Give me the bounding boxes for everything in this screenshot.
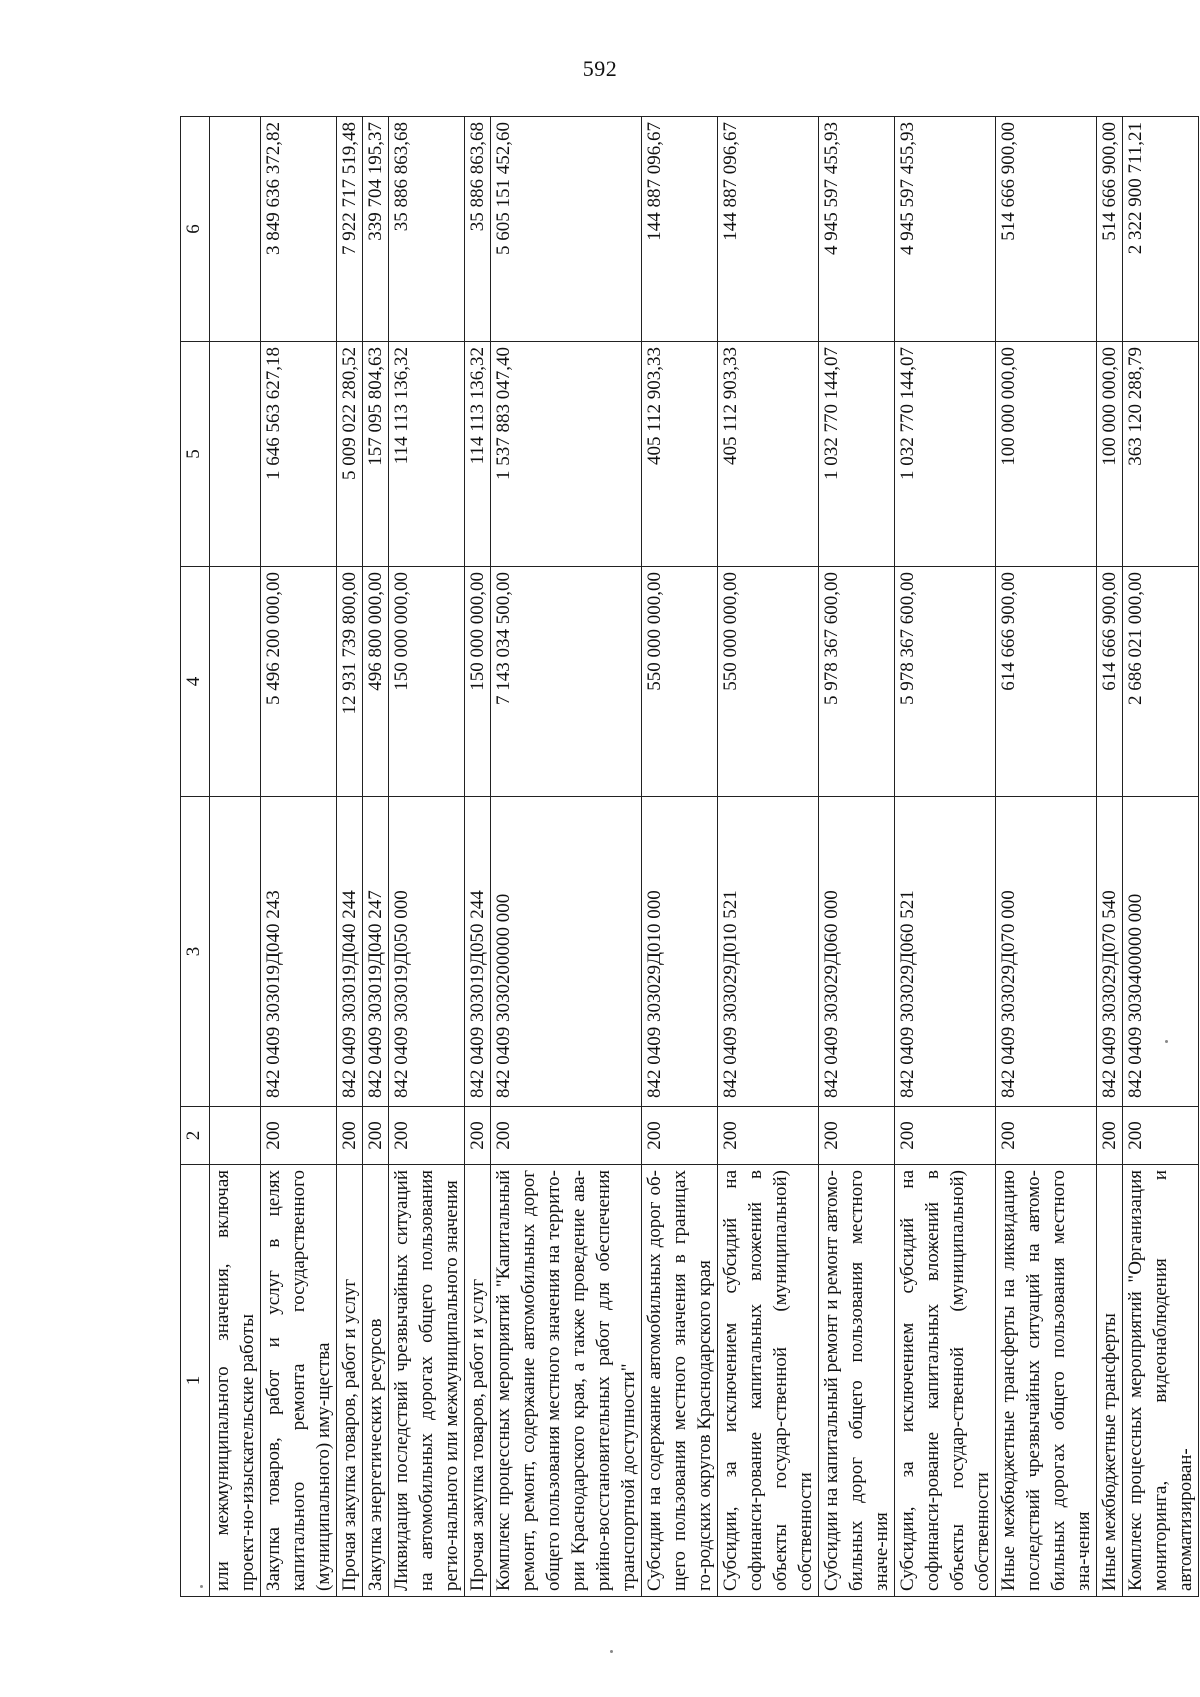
- row-col2: 200: [491, 1107, 642, 1165]
- row-code: 842 0409 3030400000 000: [1123, 797, 1199, 1107]
- page-number: 592: [582, 56, 618, 81]
- row-col2: 200: [465, 1107, 491, 1165]
- table-row: [996, 117, 1097, 1597]
- row-value-4: 5 978 367 600,00: [895, 567, 996, 797]
- row-value-5: 405 112 903,33: [642, 342, 718, 567]
- row-value-6: 514 666 900,00: [996, 117, 1097, 342]
- row-col2: 200: [363, 1107, 389, 1165]
- rotated-table-container: [180, 117, 1196, 1597]
- row-value-5: 114 113 136,32: [465, 342, 491, 567]
- header-col-5: 5: [181, 342, 210, 567]
- row-value-5: 363 120 288,79: [1123, 342, 1199, 567]
- row-name: Ликвидация последствий чрезвычайных ситуаций на автомобильных дорогах общего пользования регио-нального или межмуниципального значения: [389, 1165, 465, 1597]
- header-row: [181, 117, 210, 1597]
- row-value-4: 550 000 000,00: [642, 567, 718, 797]
- row-value-6: 4 945 597 455,93: [819, 117, 895, 342]
- table-row: [642, 117, 718, 1597]
- row-code: 842 0409 303029Д070 000: [996, 797, 1097, 1107]
- row-name: Субсидии, за исключением субсидий на софинанси-рование капитальных вложений в объекты государ-ственной (муниципальной) собственности: [718, 1165, 819, 1597]
- row-name: Прочая закупка товаров, работ и услуг: [465, 1165, 491, 1597]
- row-value-5: 100 000 000,00: [1097, 342, 1123, 567]
- row-code: [210, 797, 261, 1107]
- row-value-4: [210, 567, 261, 797]
- row-value-4: 614 666 900,00: [1097, 567, 1123, 797]
- table-row: [337, 117, 363, 1597]
- table-row: [261, 117, 337, 1597]
- row-code: 842 0409 303019Д040 243: [261, 797, 337, 1107]
- row-name: Прочая закупка товаров, работ и услуг: [337, 1165, 363, 1597]
- row-value-4: 614 666 900,00: [996, 567, 1097, 797]
- table-row: [210, 117, 261, 1597]
- scan-speck: [1165, 1040, 1168, 1043]
- table-row: [363, 117, 389, 1597]
- table-row: [389, 117, 465, 1597]
- row-value-5: 1 032 770 144,07: [819, 342, 895, 567]
- row-value-5: 1 646 563 627,18: [261, 342, 337, 567]
- row-col2: [210, 1107, 261, 1165]
- row-col2: 200: [1097, 1107, 1123, 1165]
- header-col-3: 3: [181, 797, 210, 1107]
- header-col-4: 4: [181, 567, 210, 797]
- row-value-4: 5 978 367 600,00: [819, 567, 895, 797]
- row-name: Субсидии на содержание автомобильных дорог об-щего пользования местного значения в границах го-родских округов Краснодарского края: [642, 1165, 718, 1597]
- row-col2: 200: [642, 1107, 718, 1165]
- row-code: 842 0409 303019Д050 000: [389, 797, 465, 1107]
- row-value-4: 5 496 200 000,00: [261, 567, 337, 797]
- row-value-6: 339 704 195,37: [363, 117, 389, 342]
- row-value-5: 1 032 770 144,07: [895, 342, 996, 567]
- scan-speck: [200, 1585, 203, 1588]
- row-value-5: 5 009 022 280,52: [337, 342, 363, 567]
- row-value-5: 1 537 883 047,40: [491, 342, 642, 567]
- row-value-6: 514 666 900,00: [1097, 117, 1123, 342]
- row-value-4: 7 143 034 500,00: [491, 567, 642, 797]
- row-name: Комплекс процессных мероприятий "Организация мониторинга, видеонаблюдения и автоматизирован-: [1123, 1165, 1199, 1597]
- row-value-6: 3 849 636 372,82: [261, 117, 337, 342]
- table-row: [718, 117, 819, 1597]
- row-name: Комплекс процессных мероприятий "Капитальный ремонт, ремонт, содержание автомобильных дорог общего пользования местного значения на террито-рии Краснодарского края, а также проведение ава-рийно-восстановительных работ для обеспечения транспортной доступности": [491, 1165, 642, 1597]
- table-row: [465, 117, 491, 1597]
- header-col-1: 1: [181, 1165, 210, 1597]
- row-value-5: 405 112 903,33: [718, 342, 819, 567]
- row-value-6: 35 886 863,68: [389, 117, 465, 342]
- row-name: Субсидии, за исключением субсидий на софинанси-рование капитальных вложений в объекты государ-ственной (муниципальной) собственности: [895, 1165, 996, 1597]
- row-col2: 200: [895, 1107, 996, 1165]
- row-value-4: 150 000 000,00: [389, 567, 465, 797]
- row-code: 842 0409 303019Д050 244: [465, 797, 491, 1107]
- budget-table: [180, 116, 1199, 1597]
- row-col2: 200: [996, 1107, 1097, 1165]
- row-value-4: 12 931 739 800,00: [337, 567, 363, 797]
- row-value-6: 5 605 151 452,60: [491, 117, 642, 342]
- row-code: 842 0409 303029Д060 521: [895, 797, 996, 1107]
- row-name: или межмуниципального значения, включая проект-но-изыскательские работы: [210, 1165, 261, 1597]
- row-code: 842 0409 303029Д010 521: [718, 797, 819, 1107]
- row-value-6: 144 887 096,67: [642, 117, 718, 342]
- row-col2: 200: [337, 1107, 363, 1165]
- row-value-6: 4 945 597 455,93: [895, 117, 996, 342]
- row-value-5: 114 113 136,32: [389, 342, 465, 567]
- row-name: Иные межбюджетные трансферты на ликвидацию последствий чрезвычайных ситуаций на автомо-бильных дорогах общего пользования местного зна-чения: [996, 1165, 1097, 1597]
- table-row: [895, 117, 996, 1597]
- row-value-6: 2 322 900 711,21: [1123, 117, 1199, 342]
- row-code: 842 0409 303019Д040 244: [337, 797, 363, 1107]
- row-value-6: [210, 117, 261, 342]
- row-col2: 200: [389, 1107, 465, 1165]
- row-code: 842 0409 303029Д060 000: [819, 797, 895, 1107]
- row-code: 842 0409 303029Д070 540: [1097, 797, 1123, 1107]
- row-value-4: 550 000 000,00: [718, 567, 819, 797]
- row-col2: 200: [1123, 1107, 1199, 1165]
- header-col-6: 6: [181, 117, 210, 342]
- row-value-4: 496 800 000,00: [363, 567, 389, 797]
- row-code: 842 0409 303029Д010 000: [642, 797, 718, 1107]
- scan-speck: [610, 1650, 613, 1653]
- row-value-5: 100 000 000,00: [996, 342, 1097, 567]
- row-value-6: 7 922 717 519,48: [337, 117, 363, 342]
- row-name: Закупка товаров, работ и услуг в целях капитального ремонта государственного (муниципального) иму-щества: [261, 1165, 337, 1597]
- header-col-2: 2: [181, 1107, 210, 1165]
- row-code: 842 0409 303019Д040 247: [363, 797, 389, 1107]
- row-value-6: 35 886 863,68: [465, 117, 491, 342]
- row-value-6: 144 887 096,67: [718, 117, 819, 342]
- row-name: Иные межбюджетные трансферты: [1097, 1165, 1123, 1597]
- row-value-5: [210, 342, 261, 567]
- row-name: Закупка энергетических ресурсов: [363, 1165, 389, 1597]
- row-name: Субсидии на капитальный ремонт и ремонт автомо-бильных дорог общего пользования местного значе-ния: [819, 1165, 895, 1597]
- row-col2: 200: [261, 1107, 337, 1165]
- table-row: [491, 117, 642, 1597]
- row-value-4: 2 686 021 000,00: [1123, 567, 1199, 797]
- table-row: [1097, 117, 1123, 1597]
- table-row: [819, 117, 895, 1597]
- table-row: [1123, 117, 1199, 1597]
- row-col2: 200: [718, 1107, 819, 1165]
- row-col2: 200: [819, 1107, 895, 1165]
- row-value-5: 157 095 804,63: [363, 342, 389, 567]
- row-value-4: 150 000 000,00: [465, 567, 491, 797]
- row-code: 842 0409 3030200000 000: [491, 797, 642, 1107]
